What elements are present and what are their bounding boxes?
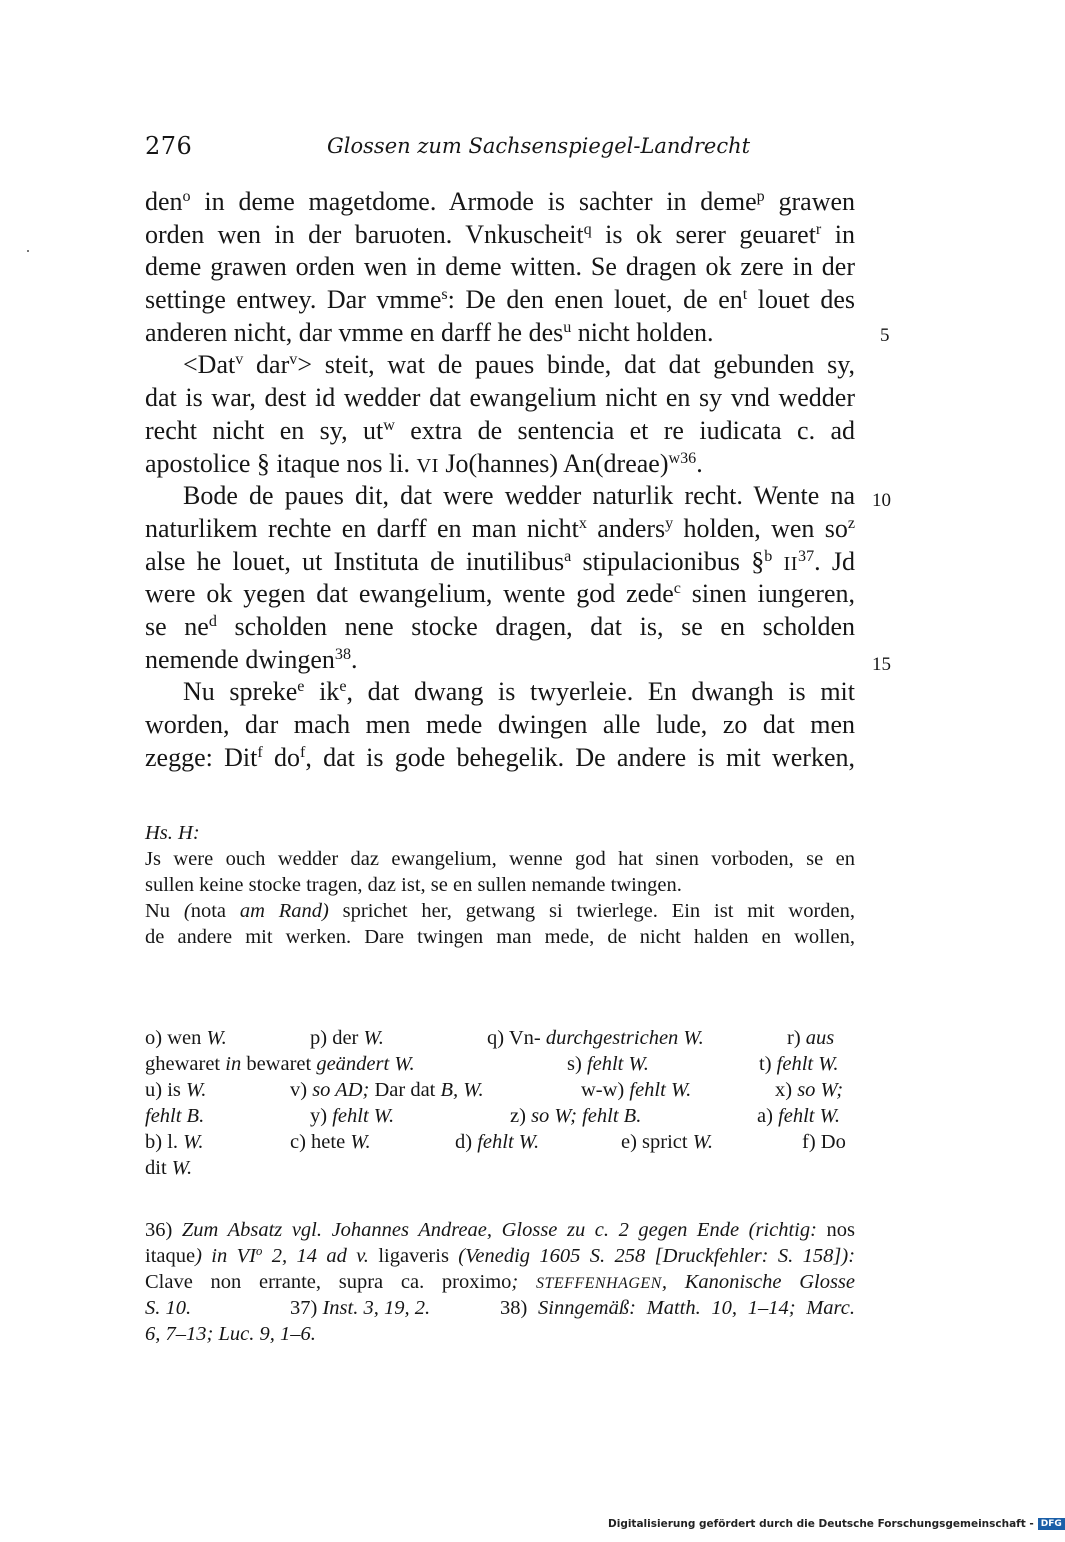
- apparatus-entry: e) sprict W.: [621, 1131, 714, 1153]
- apparatus-row: [145, 1051, 855, 1077]
- credit-text: Digitalisierung gefördert durch die Deutsche Forschungsgemeinschaft -: [608, 1518, 1034, 1530]
- text-run: Zum Absatz vgl. Johannes Andreae, Glosse zu c. 2 gegen Ende (richtig:: [181, 1219, 827, 1241]
- footnote-line: [145, 1217, 855, 1243]
- text-line: zegge: Dit$^f$ $do^f$, dat is gode behegelik. De andere is mit werken,: [145, 742, 855, 772]
- digitization-credit: [608, 1518, 1065, 1530]
- text-line: anderen nicht, dar vmme en darff he des$^u$ nicht holden.: [145, 317, 714, 347]
- text-run: S. 10.: [145, 1297, 192, 1319]
- apparatus-entry: s) fehlt W.: [567, 1053, 649, 1075]
- apparatus-entry: c) hete W.: [290, 1131, 371, 1153]
- line-number: 5: [880, 325, 890, 346]
- text-line: Nu spreke$^e$ $ik^e$, dat dwang is twyerleie. En dwangh is mit: [183, 677, 855, 707]
- text-line: <Dat$^v$ dar$^v$> steit, wat de paues binde, dat dat gebunden sy,: [183, 350, 856, 380]
- apparatus-row: [145, 1155, 855, 1181]
- apparatus-entry: r) aus: [787, 1027, 835, 1049]
- footnote-line: [145, 1269, 855, 1295]
- text-line: settinge entwey. Dar vmme$^s$: De den enen louet, de $en^t$ louet des: [145, 285, 855, 315]
- text-run: ligaveris: [378, 1245, 449, 1267]
- text-line: dat is war, dest id wedder dat ewangelium nicht en sy vnd wedder: [145, 383, 855, 413]
- text-line: apostolice § itaque nos li. VI Jo(hannes) An(dreae)$^{w36}$.: [145, 448, 703, 478]
- footnote-line: [145, 1295, 855, 1321]
- text-run: STEFFENHAGEN: [535, 1275, 662, 1292]
- apparatus-entry: a) fehlt W.: [757, 1105, 840, 1127]
- main-text: [145, 186, 855, 774]
- apparatus-entry: t) fehlt W.: [759, 1053, 839, 1075]
- apparatus-entry: q) Vn- durchgestrichen W.: [487, 1027, 704, 1049]
- text-run: am Rand): [226, 900, 329, 922]
- text-run: 37): [290, 1297, 323, 1319]
- apparatus-row: [145, 1025, 855, 1051]
- text-line: den$^o$ in deme magetdome. Armode is sachter in deme$^p$ grawen: [145, 187, 856, 216]
- text-line: sullen keine stocke tragen, daz ist, se en sullen nemande twingen.: [145, 874, 682, 896]
- apparatus-row: [145, 1129, 855, 1155]
- text-line: orden wen in der baruoten. Vnkuscheit$^q$ is ok serer geuaret$^r$ in: [145, 219, 855, 249]
- apparatus-entry: d) fehlt W.: [455, 1131, 540, 1153]
- text-line: worden, dar mach men mede dwingen alle lude, zo dat men: [145, 710, 855, 739]
- text-run: Sinngemäß: Matth. 10, 1–14; Marc.: [538, 1297, 855, 1319]
- apparatus-entry: b) l. W.: [145, 1131, 204, 1153]
- margin-mark: [27, 250, 29, 252]
- page-number: 276: [145, 132, 193, 160]
- text-run: nota: [190, 900, 227, 922]
- text-run: (: [183, 900, 191, 922]
- critical-apparatus: [145, 1025, 855, 1181]
- apparatus-entry: v) so AD; Dar dat B, W.: [290, 1079, 484, 1101]
- text-line: were ok yegen dat ewangelium, wente god zede$^c$ sinen iungeren,: [145, 579, 855, 609]
- text-run: Nu: [145, 900, 184, 922]
- apparatus-entry: ghewaret in bewaret geändert W.: [145, 1053, 415, 1075]
- footnote-line: itaque) in $VI^o$ 2, 14 ad v. ligaveris (Venedig 1605 S. 258 [Druckfehler: S. 158]):: [145, 1244, 856, 1267]
- text-line: alse he louet, ut Instituta de inutilibus$^a$ stipulacionibus §$^b$ II$^{37}$. Jd: [145, 546, 856, 576]
- apparatus-entry: fehlt B.: [145, 1105, 205, 1127]
- text-line: deme grawen orden wen in deme witten. Se dragen ok zere in der: [145, 252, 855, 282]
- text-line: naturlikem rechte en darff en man nicht$^x$ anders$^y$ holden, wen $so^z$: [145, 513, 855, 543]
- apparatus-entry: z) so W; fehlt B.: [510, 1105, 642, 1127]
- text-line: Js were ouch wedder daz ewangelium, wenne god hat sinen vorboden, se en: [145, 848, 855, 870]
- line-number: 15: [872, 654, 891, 675]
- text-line: [145, 898, 855, 924]
- text-run: ;: [511, 1271, 536, 1293]
- text-run: 36): [145, 1219, 182, 1241]
- text-run: sprichet her, getwang si twierlege. Ein ist mit worden,: [328, 900, 855, 922]
- apparatus-row: [145, 1103, 855, 1129]
- text-run: Clave non errante, supra ca. proximo: [145, 1271, 512, 1293]
- text-line: recht nicht en sy, $ut^w$ extra de sentencia et re iudicata c. ad: [145, 415, 855, 445]
- line-number: 10: [872, 490, 891, 511]
- text-run: nos: [826, 1219, 856, 1241]
- apparatus-entry: y) fehlt W.: [310, 1105, 395, 1127]
- manuscript-h-block: [145, 820, 855, 950]
- manuscript-label: Hs. H:: [145, 822, 200, 844]
- text-line: Bode de paues dit, dat were wedder naturlik recht. Wente na: [183, 481, 855, 511]
- text-run: Inst. 3, 19, 2.: [322, 1297, 431, 1319]
- footnotes: [145, 1217, 855, 1347]
- text-line: nemende dwingen$^{38}$.: [145, 644, 358, 674]
- apparatus-entry: p) der W.: [310, 1027, 384, 1049]
- running-title: Glossen zum Sachsenspiegel-Landrecht: [327, 134, 751, 158]
- apparatus-entry: w-w) fehlt W.: [581, 1079, 692, 1101]
- apparatus-entry: u) is W.: [145, 1079, 207, 1101]
- text-run: (Venedig 1605 S. 258 [Druckfehler: S. 158]):: [448, 1245, 856, 1267]
- apparatus-entry: dit W.: [145, 1157, 193, 1179]
- text-run: 38): [500, 1297, 539, 1319]
- text-line: de andere mit werken. Dare twingen man mede, de nicht halden en wollen,: [145, 926, 855, 948]
- dfg-logo: DFG: [1038, 1518, 1065, 1530]
- footnote-line: 6, 7–13; Luc. 9, 1–6.: [145, 1323, 316, 1345]
- text-run: itaque: [145, 1245, 196, 1267]
- apparatus-entry: f) Do: [802, 1131, 846, 1153]
- apparatus-entry: o) wen W.: [145, 1027, 227, 1049]
- apparatus-row: [145, 1077, 855, 1103]
- text-run: ) in VI: [195, 1245, 256, 1267]
- text-line: se $ne^d$ scholden nene stocke dragen, dat is, se en scholden: [145, 611, 856, 641]
- page-header: [145, 132, 855, 164]
- text-run: 2, 14 ad v.: [262, 1245, 379, 1267]
- apparatus-entry: x) so W;: [775, 1079, 844, 1101]
- text-run: , Kanonische Glosse: [661, 1271, 856, 1293]
